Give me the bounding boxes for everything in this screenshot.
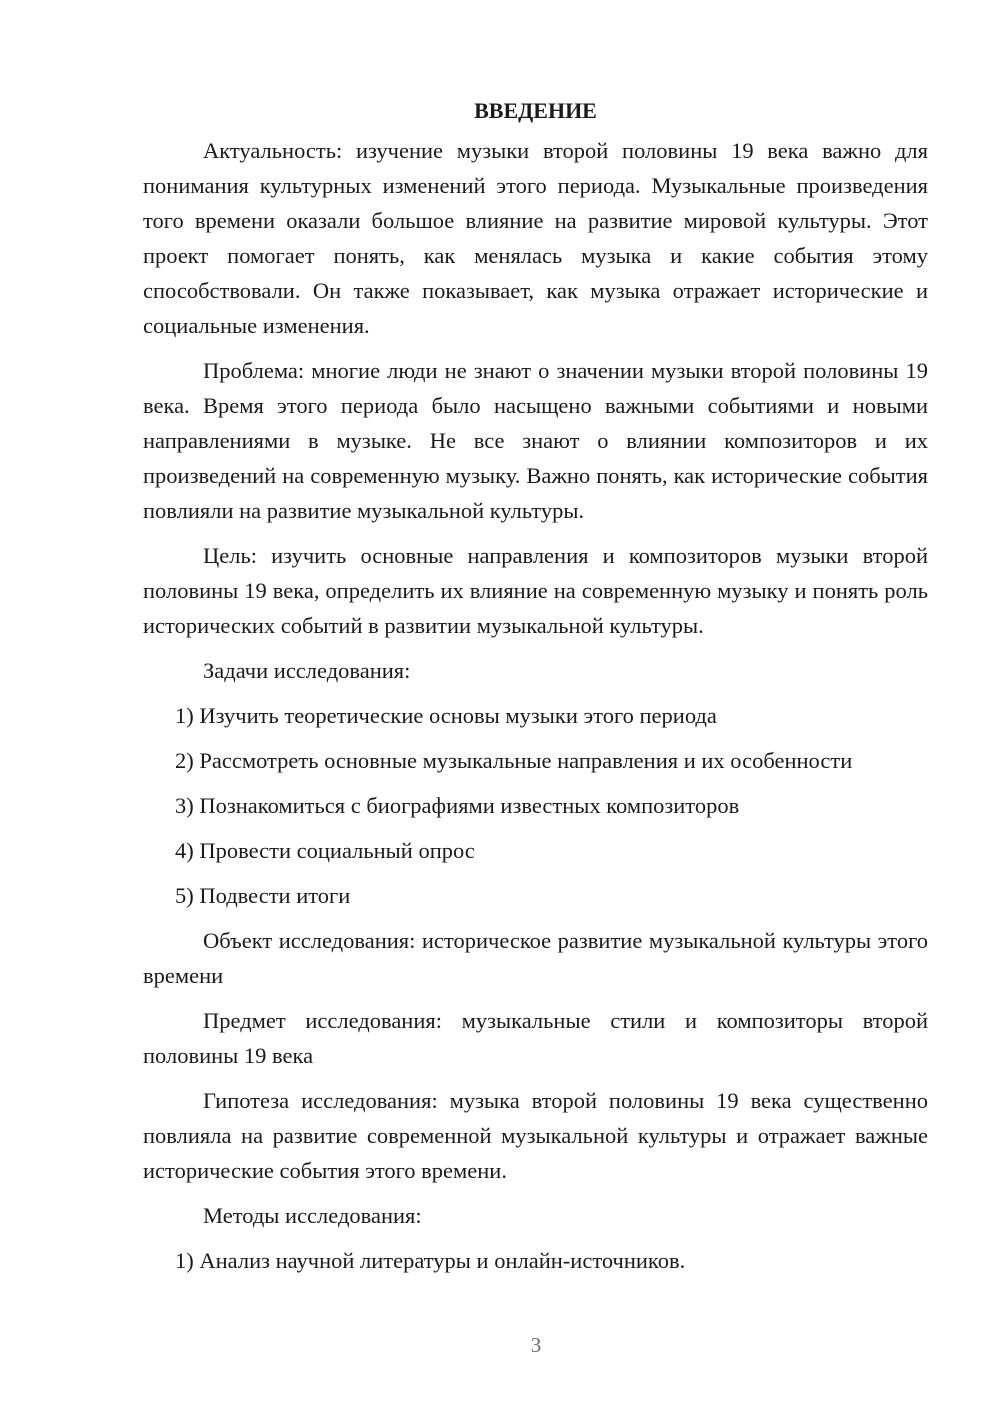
problem-paragraph: Проблема: многие люди не знают о значении музыки второй половины 19 века. Время этого периода было насыщено важными событиями и новыми направлениями в музыке. Не все знают о влиянии композиторов и их произведений на современную музыку. Важно понять, как исторические события повлияли на развитие музыкальной культуры.	[143, 358, 928, 523]
list-item: 1) Анализ научной литературы и онлайн-источников.	[175, 1248, 686, 1273]
list-item: 2) Рассмотреть основные музыкальные направления и их особенности	[175, 748, 853, 773]
subject-paragraph: Предмет исследования: музыкальные стили и композиторы второй половины 19 века	[143, 1008, 928, 1068]
methods-heading: Методы исследования:	[203, 1203, 422, 1228]
list-item: 3) Познакомиться с биографиями известных композиторов	[175, 793, 740, 818]
list-item: 1) Изучить теоретические основы музыки этого периода	[175, 703, 717, 728]
hypothesis-paragraph: Гипотеза исследования: музыка второй половины 19 века существенно повлияла на развитие современной музыкальной культуры и отражает важные исторические события этого времени.	[143, 1088, 928, 1183]
page-number: 3	[530, 1333, 542, 1357]
list-item: 5) Подвести итоги	[175, 883, 351, 908]
goal-paragraph: Цель: изучить основные направления и композиторов музыки второй половины 19 века, определить их влияние на современную музыку и понять роль исторических событий в развитии музыкальной культуры.	[143, 543, 928, 638]
relevance-paragraph: Актуальность: изучение музыки второй половины 19 века важно для понимания культурных изменений этого периода. Музыкальные произведения того времени оказали большое влияние на развитие мировой культуры. Этот проект помогает понять, как менялась музыка и какие события этому способствовали. Он также показывает, как музыка отражает исторические и социальные изменения.	[143, 138, 928, 338]
object-paragraph: Объект исследования: историческое развитие музыкальной культуры этого времени	[143, 928, 928, 988]
document-page	[143, 95, 928, 1278]
list-item: 4) Провести социальный опрос	[175, 838, 475, 863]
methods-list	[143, 1243, 928, 1278]
tasks-list	[143, 698, 928, 913]
tasks-heading: Задачи исследования:	[203, 658, 411, 683]
section-title: ВВЕДЕНИЕ	[474, 98, 597, 123]
